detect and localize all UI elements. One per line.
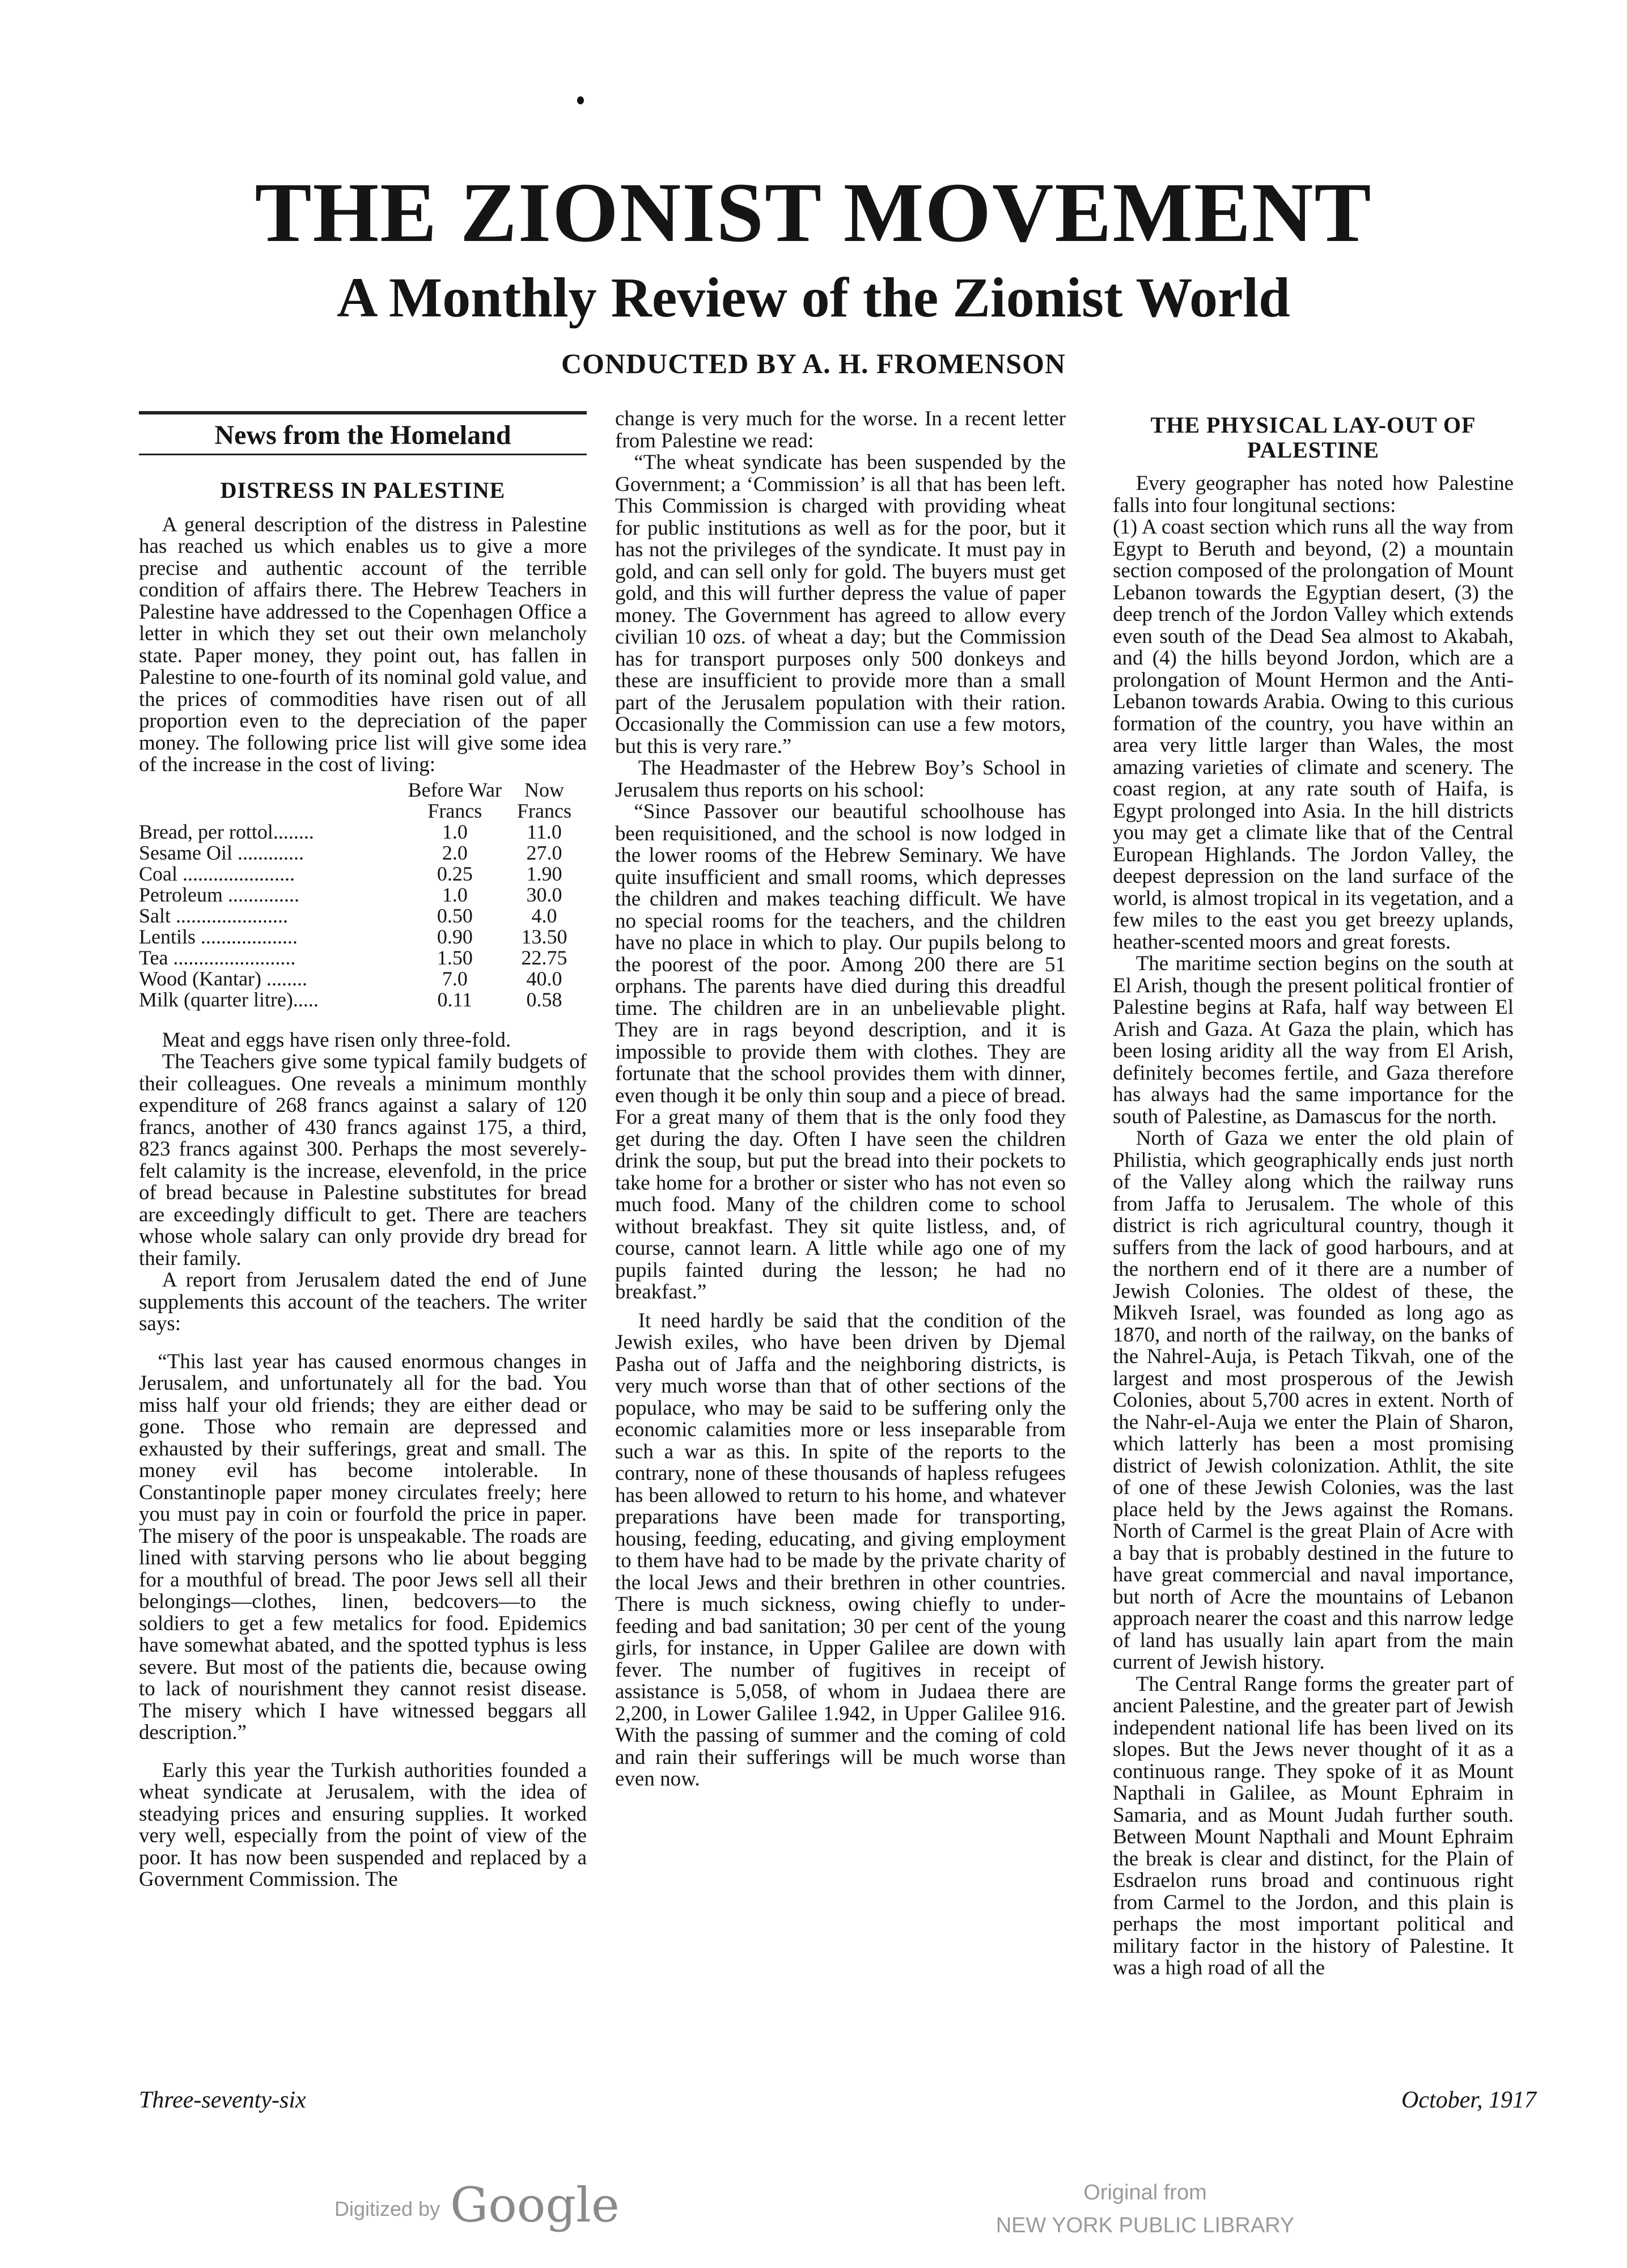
before-cell: 0.90 (437, 925, 473, 948)
section-heading: News from the Homeland (139, 411, 587, 455)
before-cell: 0.25 (437, 862, 473, 885)
quoted-paragraph: “The wheat syndicate has been suspended by the Government; a ‘Commission’ is all that has been left. This Commission is charged with providing wheat for public institutions as well as for the poor, but it has not the privileges of the syndicate. It must pay in gold, and can sell only for gold. The buyers must get gold, and this will further depress the value of paper money. The Government has agreed to allow every civilian 10 ozs. of wheat a day; but the Commission has for transport purposes only 500 donkeys and these are insufficient to provide more than a small part of the Jerusalem population with their ration. Occasionally the Commission can use a few motors, but this is very rare.” (615, 451, 1066, 758)
column-header: Before War (408, 778, 502, 801)
editor-credit: CONDUCTED BY A. H. FROMENSON (561, 348, 1066, 379)
item-cell: Sesame Oil ............. (139, 841, 304, 864)
item-cell: Milk (quarter litre)..... (139, 988, 319, 1011)
item-cell: Tea ........................ (139, 946, 296, 969)
table-row (139, 926, 587, 947)
now-cell: 40.0 (526, 967, 562, 990)
digitized-by-label: Digitized by (334, 2197, 440, 2220)
item-cell: Salt ...................... (139, 904, 289, 927)
item-cell: Wood (Kantar) ........ (139, 967, 308, 990)
article-title-physical-layout: THE PHYSICAL LAY-OUT OF PALESTINE (1150, 412, 1476, 463)
now-cell: 30.0 (526, 883, 562, 906)
table-row (139, 885, 587, 905)
table-row (139, 947, 587, 968)
masthead (0, 166, 1627, 380)
now-cell: 13.50 (521, 925, 567, 948)
before-cell: 0.11 (437, 988, 473, 1011)
price-table-header (139, 780, 587, 801)
before-cell: 0.50 (437, 904, 473, 927)
table-row (139, 822, 587, 843)
column-2 (615, 408, 1066, 1791)
paragraph: (1) A coast section which runs all the way from Egypt to Beruth and beyond, (2) a mountain section composed of the prolongation of Mount Lebanon towards the Egyptian desert, (3) the deep trench of the Jordon Valley which extends even south of the Dead Sea almost to Akabah, and (4) the hills beyond Jordon, which are a prolongation of Mount Hermon and the Anti-Lebanon towards Arabia. Owing to this curious formation of the country, you have within an area very little larger than Wales, the most amazing varieties of climate and scenery. The coast region, at any rate south of Haifa, is Egypt prolonged into Asia. In the hill districts you may get a climate like that of the Central European Highlands. The Jordon Valley, the deepest depression on the land surface of the world, is almost tropical in its vegetation, and a few miles to the east you get breezy uplands, heather-scented moors and great forests. (1113, 515, 1514, 954)
quoted-paragraph: “This last year has caused enormous changes in Jerusalem, and unfortunately all for the bad. You miss half your old friends; they are either dead or gone. Those who remain are depressed and exhausted by their sufferings, great and small. The money evil has become intolerable. In Constantinople paper money circulates freely; here you must pay in coin or fourfold the price in paper. The misery of the poor is unspeakable. The roads are lined with starving persons who lie about begging for a mouthful of bread. The poor Jews sell all their belongings—clothes, linen, bedcovers—to the soldiers to get a few metalics for food. Epidemics have somewhat abated, and the spotted typhus is less severe. But most of the patients die, because owing to lack of nourishment they cannot resist disease. The misery which I have witnessed beggars all description.” (139, 1349, 587, 1744)
now-cell: 1.90 (526, 862, 562, 885)
item-cell: Lentils ................... (139, 925, 298, 948)
price-table (139, 780, 587, 1010)
journal-title: THE ZIONIST MOVEMENT (255, 166, 1372, 260)
paragraph: The Headmaster of the Hebrew Boy’s School in Jerusalem thus reports on his school: (615, 756, 1066, 802)
digitized-credit (334, 2177, 620, 2233)
column-subheader: Francs (517, 799, 571, 822)
paragraph: It need hardly be said that the condition of the Jewish exiles, who have been driven by Djemal Pasha out of Jaffa and the neighboring districts, is very much worse than that of other sections of the populace, who may be said to be suffering only the economic calamities more or less inseparable from such a war as this. In spite of the reports to the contrary, none of these thousands of hapless refugees has been allowed to return to his home, and whatever preparations have been made for transporting, housing, feeding, educating, and giving employment to them have had to be made by the private charity of the local Jews and their brethren in other countries. There is much sickness, owing chiefly to under-feeding and bad sanitation; 30 per cent of the young girls, for instance, in Upper Galilee are down with fever. The number of fugitives in receipt of assistance is 5,058, of whom in Judaea there are 2,200, in Lower Galilee 1.942, in Upper Galilee 916. With the passing of summer and the coming of cold and rain their sufferings will be much worse than even now. (615, 1309, 1066, 1791)
before-cell: 1.0 (442, 820, 468, 843)
column-3 (1113, 408, 1514, 1979)
now-cell: 27.0 (526, 841, 562, 864)
table-row (139, 989, 587, 1010)
issue-date: October, 1917 (1401, 2087, 1536, 2113)
column-1 (139, 408, 587, 1891)
table-row (139, 864, 587, 885)
table-row (139, 905, 587, 926)
paragraph: A general description of the distress in Palestine has reached us which enables us to give a more precise and authentic account of the terrible condition of affairs there. The Hebrew Teachers in Palestine have addressed to the Copenhagen Office a letter in which they set out their own melancholy state. Paper money, they point out, has fallen in Palestine to one-fourth of its nominal gold value, and the prices of commodities have risen out of all proportion even to the depreciation of the paper money. The following price list will give some idea of the increase in the cost of living: (139, 513, 587, 776)
paragraph: A report from Jerusalem dated the end of June supplements this account of the teachers. The writer says: (139, 1268, 587, 1335)
paragraph: change is very much for the worse. In a recent letter from Palestine we read: (615, 407, 1066, 452)
journal-subtitle: A Monthly Review of the Zionist World (337, 266, 1290, 329)
paragraph: Meat and eggs have risen only three-fold. (162, 1028, 511, 1052)
before-cell: 7.0 (442, 967, 468, 990)
ink-dot (577, 96, 584, 104)
now-cell: 4.0 (531, 904, 557, 927)
before-cell: 1.0 (442, 883, 468, 906)
article-title-distress: DISTRESS IN PALESTINE (220, 477, 506, 503)
paragraph: The maritime section begins on the south at El Arish, though the present political frontier of Palestine begins at Rafa, half way between El Arish and Gaza. At Gaza the plain, which has been losing aridity all the way from El Arish, definitely becomes fertile, and Gaza therefore has always had the same importance for the south of Palestine, as Damascus for the north. (1113, 952, 1514, 1128)
item-cell: Bread, per rottol........ (139, 820, 314, 843)
original-from-label: Original from (1083, 2181, 1207, 2204)
table-row (139, 843, 587, 864)
paragraph: North of Gaza we enter the old plain of Philistia, which geographically ends just north of the Valley along which the railway runs from Jaffa to Jerusalem. The whole of this district is rich agricultural country, though it suffers from the lack of good harbours, and at the northern end of it there are a number of Jewish Colonies. The oldest of these, the Mikveh Israel, was founded as long ago as 1870, and north of the railway, on the banks of the Nahrel-Auja, is Petach Tikvah, one of the largest and most prosperous of the Jewish Colonies, about 5,700 acres in extent. North of the Nahr-el-Auja we enter the Plain of Sharon, which latterly has been a most promising district of Jewish colonization. Athlit, the site of one of these Jewish Colonies, was the last place held by the Jews against the Romans. North of Carmel is the great Plain of Acre with a bay that is probably destined in the future to have great commercial and naval importance, but north of Acre the mountains of Lebanon approach nearer the coast and this narrow ledge of land has usually lain apart from the main current of Jewish history. (1113, 1127, 1514, 1674)
paragraph: Every geographer has noted how Palestine falls into four longitunal sections: (1113, 472, 1514, 517)
page-number: Three-seventy-six (139, 2087, 306, 2113)
library-name: NEW YORK PUBLIC LIBRARY (995, 2214, 1295, 2237)
original-source (975, 2176, 1315, 2242)
paragraph: Early this year the Turkish authorities founded a wheat syndicate at Jerusalem, with the idea of steadying prices and ensuring supplies. It worked very well, especially from the point of view of the poor. It has now been suspended and replaced by a Government Commission. The (139, 1758, 587, 1891)
now-cell: 11.0 (527, 820, 562, 843)
item-cell: Coal ...................... (139, 862, 295, 885)
paragraph: The Central Range forms the greater part of ancient Palestine, and the greater part of Jewish independent national life has been lived on its slopes. But the Jews never thought of it as a continuous range. They spoke of it as Mount Napthali in Galilee, as Mount Ephraim in Samaria, and as Mount Judah further south. Between Mount Napthali and Mount Ephraim the break is clear and distinct, for the Plain of Esdraelon runs broad and continuous right from Carmel to the Jordon, and this plain is perhaps the most important political and military factor in the history of Palestine. It was a high road of all the (1113, 1672, 1514, 1979)
quoted-paragraph: “Since Passover our beautiful schoolhouse has been requisitioned, and the school is now lodged in the lower rooms of the Hebrew Seminary. We have quite insufficient and small rooms, which depresses the children and makes teaching difficult. We have no special rooms for the teachers, and the children have no place in which to play. Our pupils belong to the poorest of the poor. Among 200 there are 51 orphans. The parents have died during this dreadful time. The children are in an unbelievable plight. They are in rags beyond description, and it is impossible to provide them with clothes. They are fortunate that the school provides them with dinner, even though it be only thin soup and a piece of bread. For a great many of them that is the only food they get during the day. Often I have seen the children drink the soup, but put the bread into their pockets to take home for a brother or sister who has not even so much food. Many of the children come to school without breakfast. They sit quite listless, and, of course, cannot learn. A little while ago one of my pupils fainted during the lesson; he had no breakfast.” (615, 800, 1066, 1304)
paragraph: The Teachers give some typical family budgets of their colleagues. One reveals a minimum monthly expenditure of 268 francs against a salary of 120 francs, another of 430 francs against 175, a third, 823 francs against 300. Perhaps the most severely-felt calamity is the increase, elevenfold, in the price of bread because in Palestine substitutes for bread are exceedingly difficult to get. There are teachers whose whole salary can only provide dry bread for their family. (139, 1050, 587, 1270)
column-subheader: Francs (427, 799, 482, 822)
before-cell: 1.50 (437, 946, 473, 969)
now-cell: 22.75 (521, 946, 567, 969)
item-cell: Petroleum .............. (139, 883, 299, 906)
google-logo: Google (450, 2177, 620, 2233)
column-header: Now (524, 778, 564, 801)
table-row (139, 968, 587, 989)
before-cell: 2.0 (442, 841, 468, 864)
price-table-subheader (139, 801, 587, 822)
now-cell: 0.58 (526, 988, 562, 1011)
